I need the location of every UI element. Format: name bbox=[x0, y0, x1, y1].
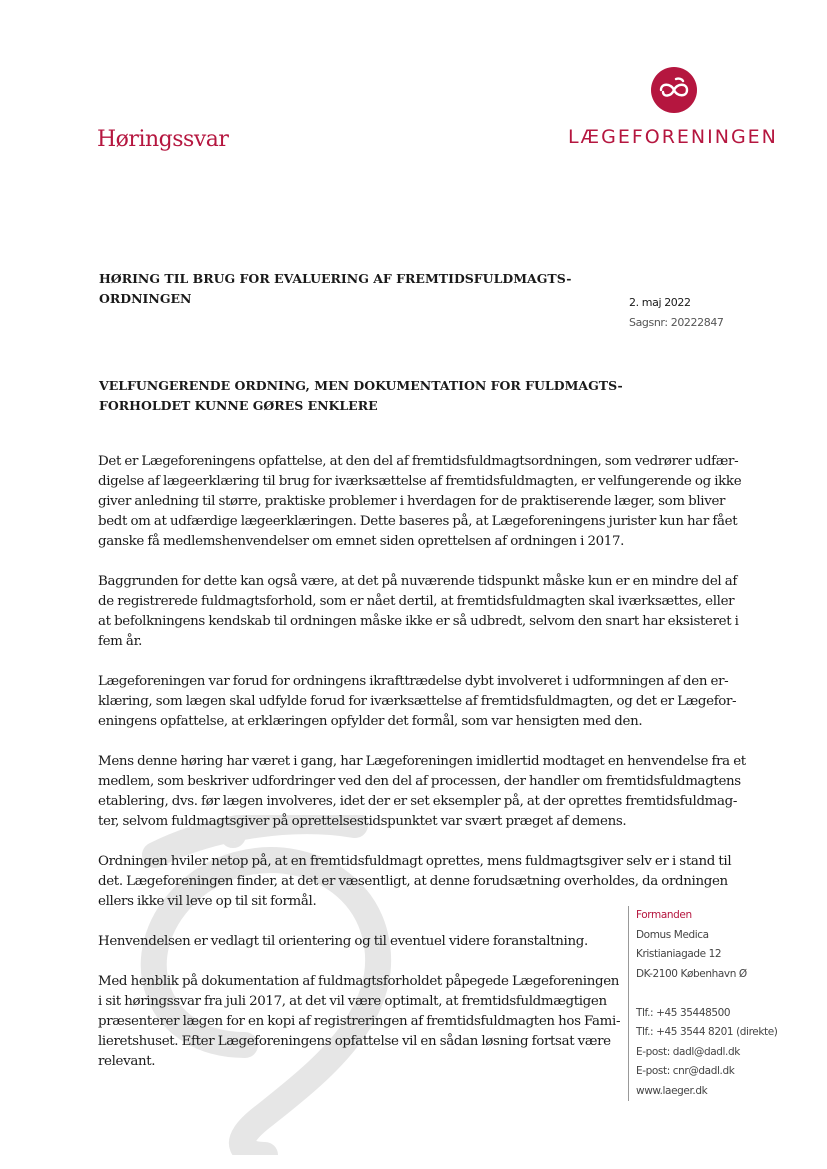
paragraph bbox=[98, 852, 738, 912]
text-line: det. Lægeforeningen finder, at det er væsentligt, at denne forudsætning overholdes, da ordningen bbox=[98, 874, 728, 889]
text-line: i sit høringssvar fra juli 2017, at det vil være optimalt, at fremtidsfuldmægtigen bbox=[98, 994, 607, 1009]
address-line: DK-2100 København Ø bbox=[636, 967, 747, 980]
text-line: de registrerede fuldmagtsforhold, som er nået dertil, at fremtidsfuldmagten skal iværksættes, eller bbox=[98, 594, 735, 609]
text-line: Med henblik på dokumentation af fuldmagtsforholdet påpegede Lægeforeningen bbox=[98, 974, 620, 989]
heading-line: FORHOLDET KUNNE GØRES ENKLERE bbox=[99, 398, 378, 413]
text-line: Mens denne høring har været i gang, har Lægeforeningen imidlertid modtaget en henvendelse fra et bbox=[98, 754, 746, 769]
section-heading bbox=[99, 376, 623, 416]
document-title bbox=[99, 269, 571, 309]
text-line: ganske få medlemshenvendelser om emnet siden oprettelsen af ordningen i 2017. bbox=[98, 534, 625, 549]
email-link[interactable]: E-post: dadl@dadl.dk bbox=[636, 1045, 740, 1058]
text-line: relevant. bbox=[98, 1054, 156, 1069]
text-line: Ordningen hviler netop på, at en fremtidsfuldmagt oprettes, mens fuldmagtsgiver selv er i stand til bbox=[98, 854, 732, 869]
text-line: præsenterer lægen for en kopi af registreringen af fremtidsfuldmagten hos Fami- bbox=[98, 1014, 621, 1029]
organization-name: LÆGEFORENINGEN bbox=[568, 126, 778, 148]
phone: Tlf.: +45 35448500 bbox=[636, 1006, 731, 1019]
address-line: Kristianiagade 12 bbox=[636, 948, 722, 960]
text-line: Lægeforeningen var forud for ordningens ikrafttrædelse dybt involveret i udformningen af den er- bbox=[98, 674, 729, 689]
paragraph bbox=[98, 452, 742, 552]
email-link[interactable]: E-post: cnr@dadl.dk bbox=[636, 1065, 735, 1077]
address-line: Domus Medica bbox=[636, 928, 709, 941]
paragraph bbox=[98, 752, 746, 832]
text-line: giver anledning til større, praktiske problemer i hverdagen for de praktiserende læger, som bliver bbox=[98, 494, 726, 509]
heading-line: VELFUNGERENDE ORDNING, MEN DOKUMENTATION FOR FULDMAGTS- bbox=[99, 378, 623, 393]
website-link[interactable]: www.laeger.dk bbox=[636, 1084, 708, 1097]
contact-block bbox=[628, 906, 777, 1101]
case-number: Sagsnr: 20222847 bbox=[629, 316, 724, 329]
text-line: medlem, som beskriver udfordringer ved den del af processen, der handler om fremtidsfuldmagtens bbox=[98, 774, 741, 789]
document-type: Høringssvar bbox=[97, 127, 229, 152]
title-line: HØRING TIL BRUG FOR EVALUERING AF FREMTIDSFULDMAGTS- bbox=[99, 271, 572, 286]
text-line: Det er Lægeforeningens opfattelse, at den del af fremtidsfuldmagtsordningen, som vedrører udfær- bbox=[98, 454, 739, 469]
text-line: fem år. bbox=[98, 634, 143, 649]
text-line: at befolkningens kendskab til ordningen måske ikke er så udbredt, selvom den snart har eksisteret i bbox=[98, 614, 739, 629]
phone-direct: Tlf.: +45 3544 8201 (direkte) bbox=[636, 1026, 778, 1038]
organization-logo-icon bbox=[651, 67, 697, 113]
title-line: ORDNINGEN bbox=[99, 291, 192, 306]
spacer bbox=[636, 984, 777, 1004]
paragraph bbox=[98, 672, 738, 732]
text-line: etablering, dvs. før lægen involveres, idet der er set eksempler på, at der oprettes fremtidsfuldmag- bbox=[98, 794, 738, 809]
paragraph bbox=[98, 572, 738, 652]
text-line: Baggrunden for dette kan også være, at det på nuværende tidspunkt måske kun er en mindre del af bbox=[98, 574, 738, 589]
text-line: digelse af lægeerklæring til brug for iværksættelse af fremtidsfuldmagten, er velfungerende og ikke bbox=[98, 474, 742, 489]
text-line: Henvendelsen er vedlagt til orientering og til eventuel videre foranstaltning. bbox=[98, 934, 588, 949]
text-line: klæring, som lægen skal udfylde forud for iværksættelse af fremtidsfuldmagten, og det er Lægefor- bbox=[98, 694, 737, 709]
text-line: lieretshuset. Efter Lægeforeningens opfattelse vil en sådan løsning fortsat være bbox=[98, 1034, 611, 1049]
text-line: eningens opfattelse, at erklæringen opfylder det formål, som var hensigten med den. bbox=[98, 714, 643, 729]
contact-role: Formanden bbox=[636, 909, 692, 921]
text-line: ellers ikke vil leve op til sit formål. bbox=[98, 894, 317, 909]
text-line: bedt om at udfærdige lægeerklæringen. Dette baseres på, at Lægeforeningens jurister kun har fået bbox=[98, 514, 738, 529]
document-date: 2. maj 2022 bbox=[629, 296, 691, 309]
text-line: ter, selvom fuldmagtsgiver på oprettelsestidspunktet var svært præget af demens. bbox=[98, 814, 627, 829]
